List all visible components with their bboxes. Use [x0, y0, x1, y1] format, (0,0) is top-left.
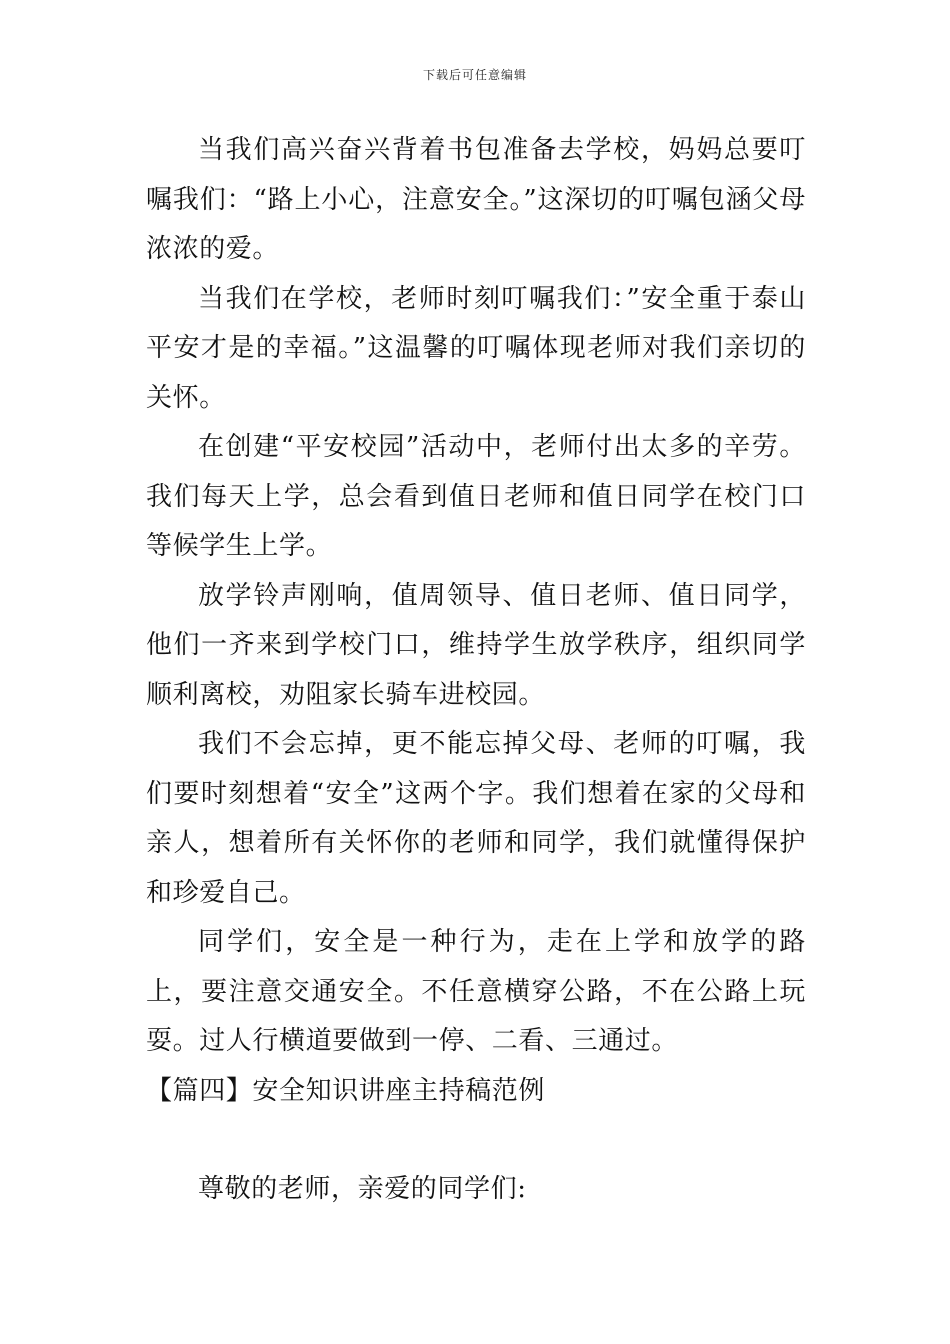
page-header: 下载后可任意编辑 [422, 68, 527, 82]
salutation: 尊敬的老师，亲爱的同学们: [198, 1174, 527, 1204]
paragraph-2: 当我们在学校，老师时刻叮嘱我们：”安全重于泰山平安才是的幸福。”这温馨的叮嘱体现老师对我们亲切的关怀。 [146, 283, 806, 413]
section-title: 【篇四】安全知识讲座主持稿范例 [146, 1075, 546, 1106]
paragraph-6: 同学们，安全是一种行为，走在上学和放学的路上，要注意交通安全。不任意横穿公路，不在公路上玩耍。过人行横道要做到一停、二看、三通过。 [146, 927, 806, 1056]
paragraph-5: 我们不会忘掉，更不能忘掉父母、老师的叮嘱，我们要时刻想着“安全”这两个字。我们想着在家的父母和亲人，想着所有关怀你的老师和同学，我们就懂得保护和珍爱自己。 [146, 729, 806, 908]
paragraph-3: 在创建“平安校园”活动中，老师付出太多的辛劳。我们每天上学，总会看到值日老师和值日同学在校门口等候学生上学。 [146, 432, 806, 561]
document-body [146, 126, 806, 1215]
paragraph-1: 当我们高兴奋兴背着书包准备去学校，妈妈总要叮嘱我们：“路上小心，注意安全。”这深切的叮嘱包涵父母浓浓的爱。 [146, 135, 806, 264]
blank-line [146, 1116, 806, 1165]
paragraph-4: 放学铃声刚响，值周领导、值日老师、值日同学，他们一齐来到学校门口，维持学生放学秩序，组织同学顺利离校，劝阻家长骑车进校园。 [146, 580, 806, 710]
